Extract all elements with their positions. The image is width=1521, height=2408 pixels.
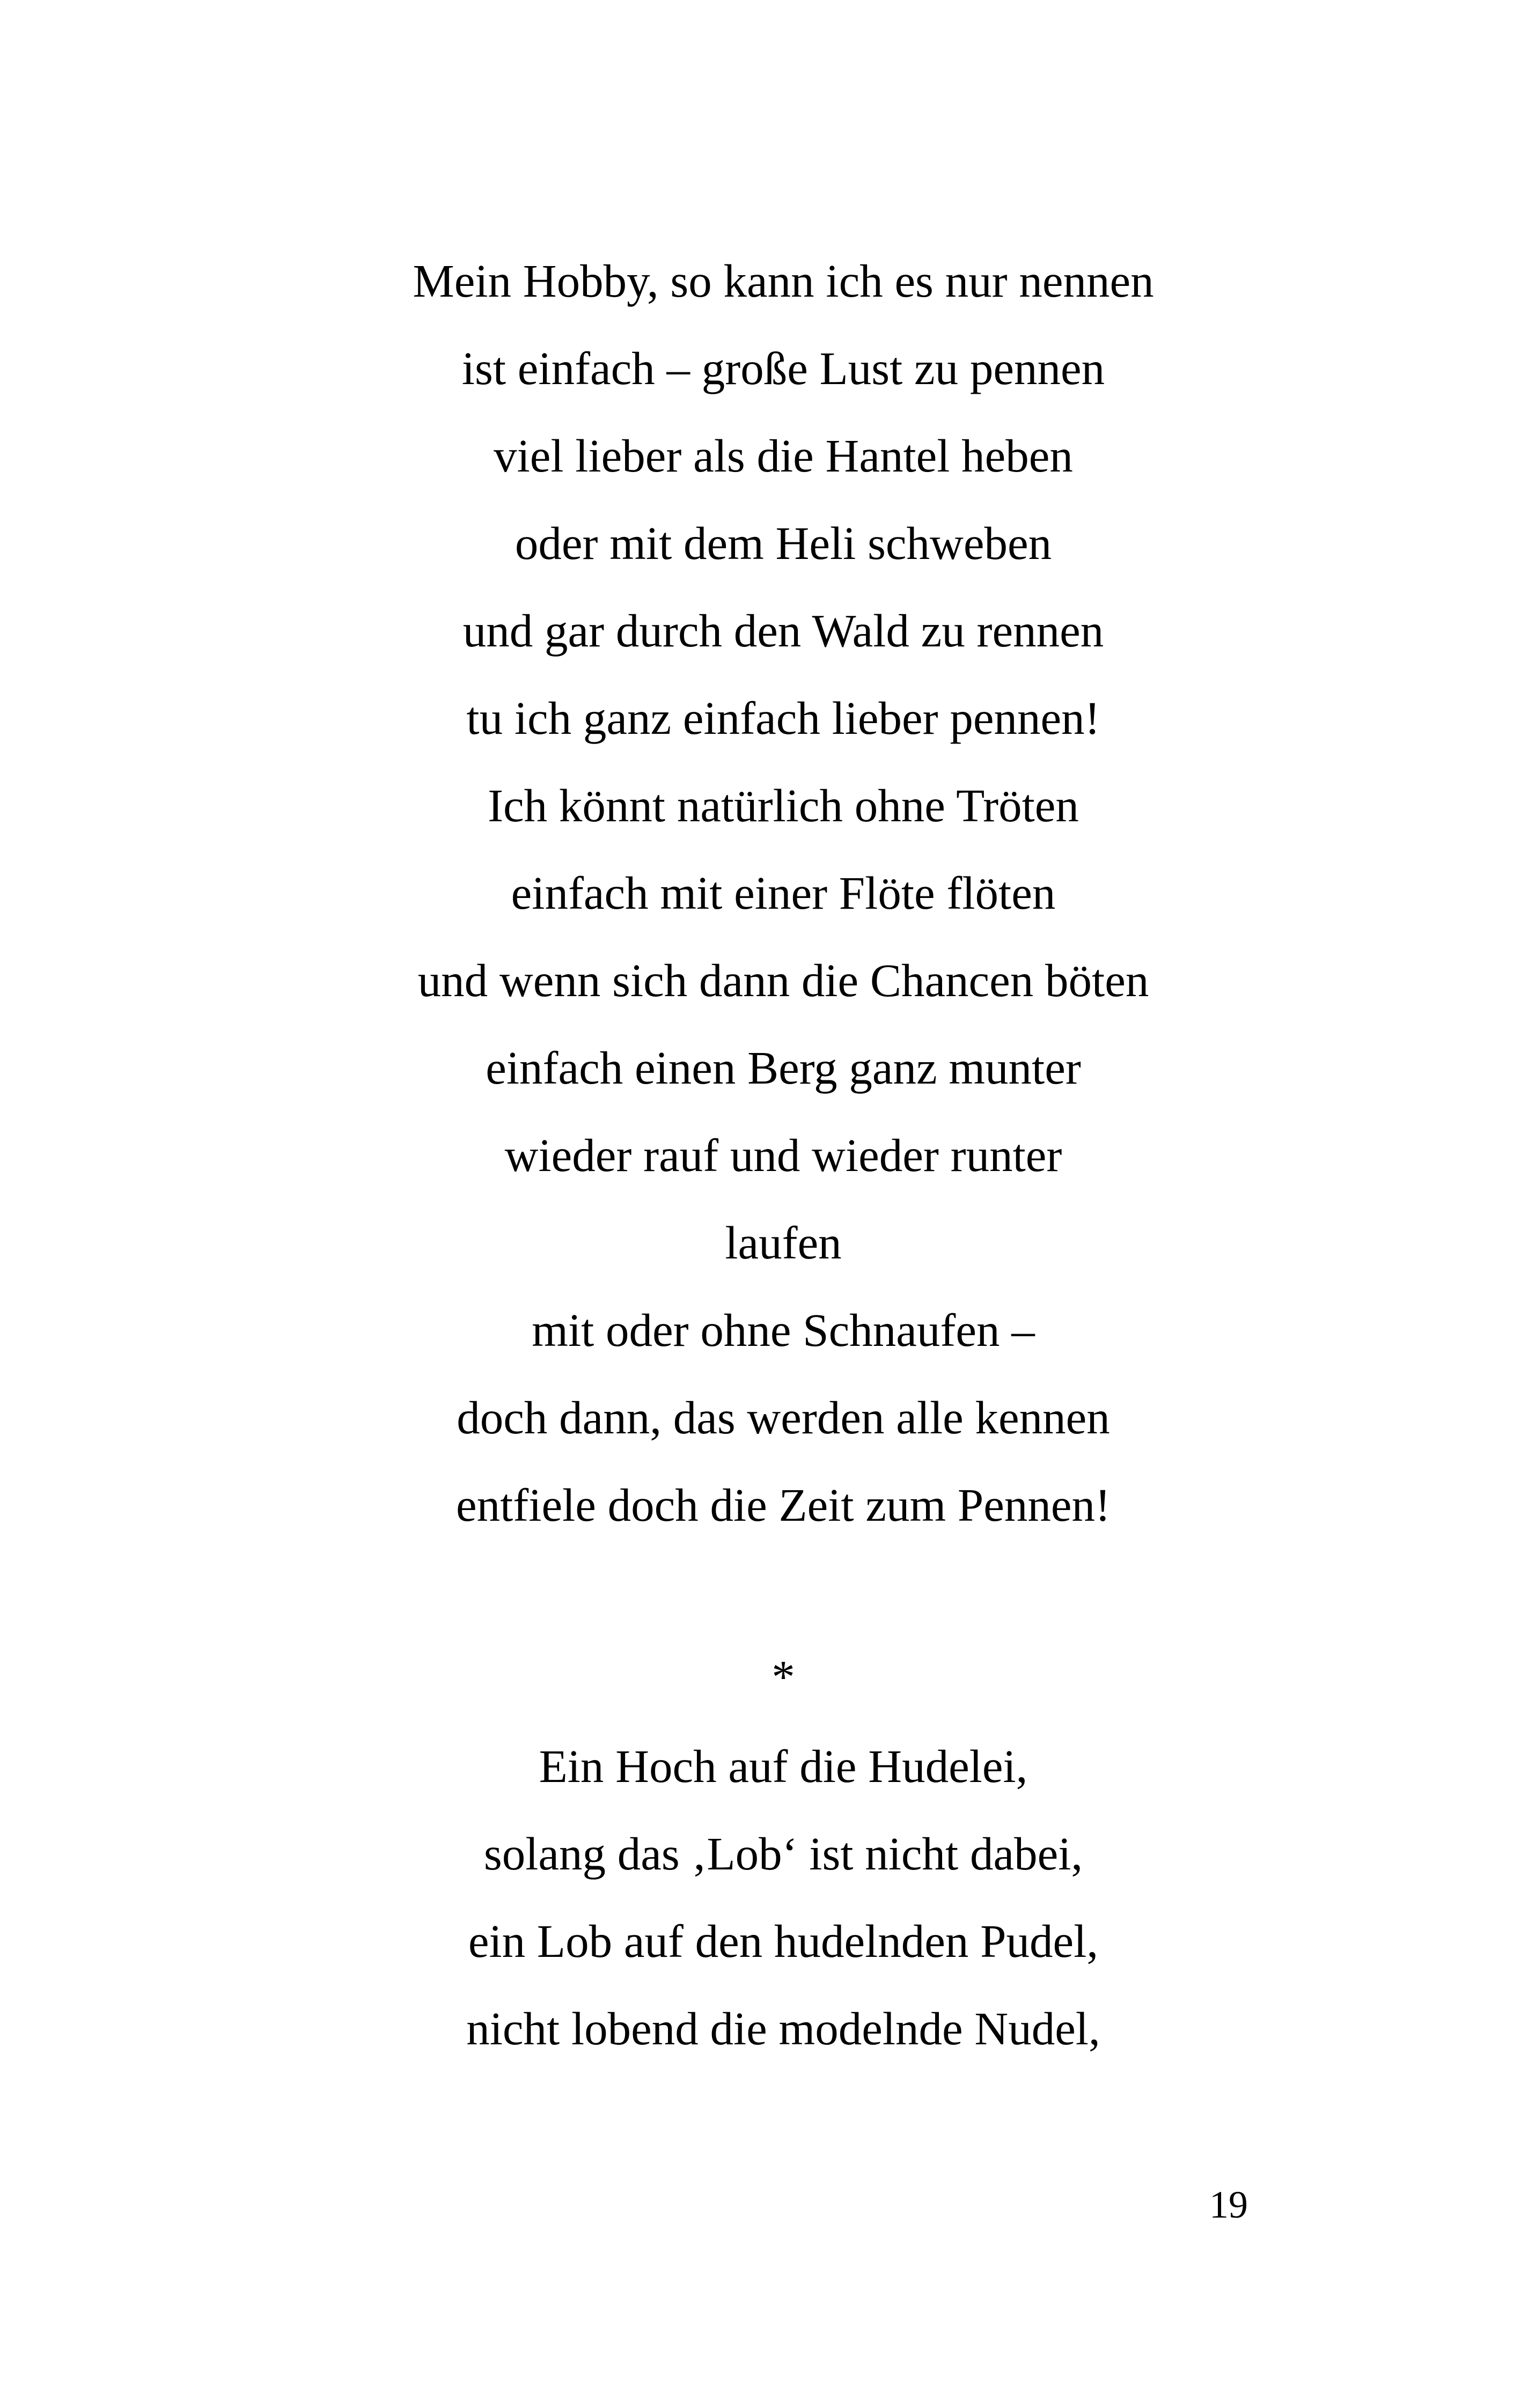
poem-line: und gar durch den Wald zu rennen (462, 605, 1104, 657)
poem-line: entfiele doch die Zeit zum Pennen! (456, 1479, 1111, 1531)
poem-line: tu ich ganz einfach lieber pennen! (466, 692, 1100, 744)
poem-line: solang das ‚Lob‘ ist nicht dabei, (483, 1828, 1083, 1880)
poem-line: ist einfach – große Lust zu pennen (461, 342, 1105, 394)
poem-line: Ich könnt natürlich ohne Tröten (488, 779, 1079, 831)
poem-line: Ein Hoch auf die Hudelei, (539, 1740, 1028, 1792)
poem-line: oder mit dem Heli schweben (515, 517, 1052, 569)
poem-stanza-2 (0, 1736, 1521, 2086)
poem-line: wieder rauf und wieder runter (504, 1129, 1062, 1181)
poem-line: mit oder ohne Schnaufen – (532, 1304, 1035, 1356)
poem-line: und wenn sich dann die Chancen böten (417, 954, 1149, 1006)
poem-line: ein Lob auf den hudelnden Pudel, (468, 1915, 1099, 1967)
poem-line: nicht lobend die modelnde Nudel, (466, 2002, 1100, 2054)
poem-line: Mein Hobby, so kann ich es nur nennen (413, 255, 1154, 307)
section-separator: * (771, 1651, 795, 1703)
poem-line: einfach mit einer Flöte flöten (511, 867, 1056, 919)
poem-stanza-1 (0, 251, 1521, 1563)
poem-line: einfach einen Berg ganz munter (486, 1042, 1081, 1094)
poem-line: doch dann, das werden alle kennen (457, 1391, 1110, 1444)
poem-line: viel lieber als die Hantel heben (494, 430, 1073, 482)
page-number: 19 (1209, 2183, 1248, 2226)
poem-line: laufen (725, 1217, 842, 1269)
